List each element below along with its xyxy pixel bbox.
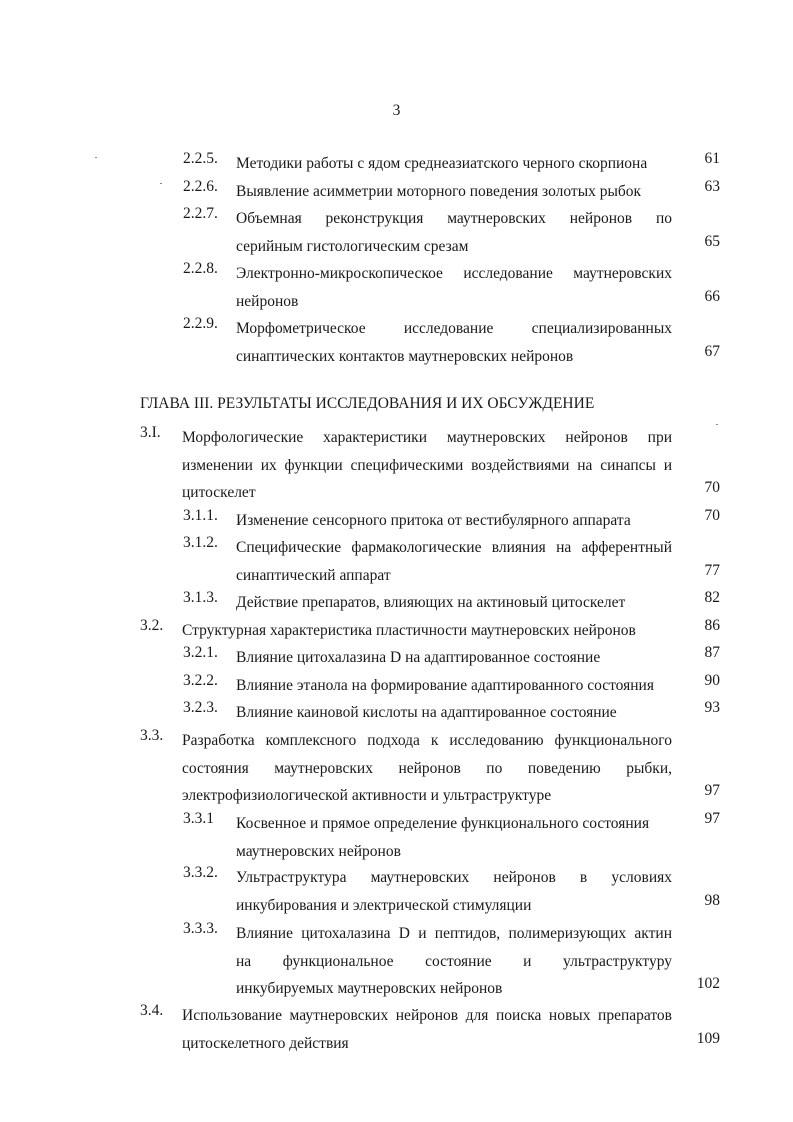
toc-entry-line: Морфометрическое исследование специализированных — [236, 320, 672, 337]
toc-entry-line: изменении их функции специфическими воздействиями на синапсы и — [182, 456, 672, 474]
toc-entry-page: 77 — [704, 562, 720, 579]
toc-entry-line: Объемная реконструкция маутнеровских нейронов по — [236, 210, 672, 227]
toc-entry-number: 2.2.7. — [183, 205, 218, 222]
toc-entry-line: синаптический аппарат — [236, 566, 391, 584]
toc-entry-line: Действие препаратов, влияющих на актиновый цитоскелет — [236, 594, 626, 611]
toc-entry-line: Выявление асимметрии моторного поведения золотых рыбок — [236, 183, 642, 200]
toc-entry-number: 3.2.1. — [183, 644, 218, 661]
toc-entry-number: 2.2.5. — [183, 150, 218, 167]
toc-entry-page: 97 — [704, 782, 720, 799]
toc-entry-line: цитоскелет — [182, 484, 256, 501]
toc-entry-number: 3.1.2. — [183, 534, 218, 551]
scan-artifact — [160, 183, 162, 184]
toc-entry-line: инкубируемых маутнеровских нейронов — [236, 980, 503, 997]
toc-entry-number: 2.2.8. — [183, 260, 218, 277]
toc-entry-page: 93 — [704, 699, 720, 716]
toc-entry-number: 2.2.9. — [183, 315, 218, 332]
toc-entry-number: 3.3.2. — [183, 864, 218, 881]
toc-entry-page: 86 — [704, 617, 720, 634]
toc-entry-page: 82 — [704, 589, 720, 606]
toc-entry-line: Влияние цитохалазина D и пептидов, полимеризующих актин — [236, 925, 672, 942]
toc-entry-number: 3.3. — [140, 727, 164, 744]
toc-entry-line: Морфологические характеристики маутнеровских нейронов при — [182, 429, 672, 446]
toc-entry-line: Использование маутнеровских нейронов для поиска новых препаратов — [182, 1007, 672, 1024]
toc-entry-page: 90 — [704, 672, 720, 689]
toc-entry-page: 63 — [704, 178, 720, 195]
toc-entry-line: Методики работы с ядом среднеазиатского черного скорпиона — [236, 155, 648, 172]
toc-entry-line: цитоскелетного действия — [182, 1034, 349, 1052]
toc-entry-line: электрофизиологической активности и ультраструктуре — [182, 787, 552, 804]
toc-entry-number: 3.2. — [140, 617, 164, 634]
toc-entry-page: 87 — [704, 644, 720, 661]
toc-entry-line: нейронов — [236, 292, 299, 310]
toc-entry-number: 3.1.3. — [183, 589, 218, 606]
toc-entry-number: 3.3.3. — [183, 920, 218, 937]
toc-entry-line: на функциональное состояние и ультраструктуру — [236, 952, 672, 970]
page-number: 3 — [392, 102, 401, 119]
toc-entry-number: 3.I. — [140, 424, 161, 441]
toc-entry-line: состояния маутнеровских нейронов по поведению рыбки, — [182, 759, 672, 777]
toc-entry-page: 65 — [704, 233, 720, 250]
toc-entry-line: синаптических контактов маутнеровских нейронов — [236, 347, 574, 365]
toc-entry-line: Ультраструктура маутнеровских нейронов в условиях — [236, 869, 672, 886]
toc-entry-number: 3.2.3. — [183, 699, 218, 716]
scan-artifact — [716, 424, 718, 425]
toc-entry-line: Изменение сенсорного притока от вестибулярного аппарата — [236, 512, 631, 529]
toc-entry-line: Электронно-микроскопическое исследование маутнеровских — [236, 265, 672, 282]
toc-entry-line: Косвенное и прямое определение функционального состояния — [236, 815, 650, 832]
toc-entry-line: Структурная характеристика пластичности маутнеровских нейронов — [182, 622, 636, 639]
toc-entry-line: Специфические фармакологические влияния на афферентный — [236, 539, 672, 556]
toc-entry-page: 70 — [704, 479, 720, 496]
toc-entry-page: 66 — [704, 288, 720, 305]
toc-entry-page: 109 — [696, 1030, 720, 1047]
toc-entry-page: 102 — [696, 975, 720, 992]
toc-entry-page: 97 — [704, 810, 720, 827]
toc-entry-line: Разработка комплексного подхода к исследованию функционального — [182, 732, 672, 749]
toc-entry-number: 3.3.1 — [183, 810, 214, 827]
toc-entry-number: 3.2.2. — [183, 672, 218, 689]
toc-entry-page: 70 — [704, 507, 720, 524]
chapter-heading: ГЛАВА III. РЕЗУЛЬТАТЫ ИССЛЕДОВАНИЯ И ИХ ОБСУЖДЕНИЕ — [140, 395, 595, 412]
toc-entry-line: Влияние цитохалазина D на адаптированное состояние — [236, 649, 601, 666]
toc-entry-page: 61 — [704, 150, 720, 167]
toc-entry-line: Влияние этанола на формирование адаптированного состояния — [236, 677, 654, 694]
toc-entry-line: инкубирования и электрической стимуляции — [236, 896, 532, 914]
toc-entry-line: Влияние каиновой кислоты на адаптированное состояние — [236, 704, 617, 721]
toc-entry-number: 3.1.1. — [183, 507, 218, 524]
toc-entry-line: маутнеровских нейронов — [236, 842, 401, 860]
scan-artifact — [95, 157, 97, 158]
toc-entry-number: 3.4. — [140, 1002, 164, 1019]
toc-entry-page: 67 — [704, 343, 720, 360]
toc-entry-number: 2.2.6. — [183, 178, 218, 195]
toc-entry-line: серийным гистологическим срезам — [236, 237, 469, 255]
toc-entry-page: 98 — [704, 892, 720, 909]
